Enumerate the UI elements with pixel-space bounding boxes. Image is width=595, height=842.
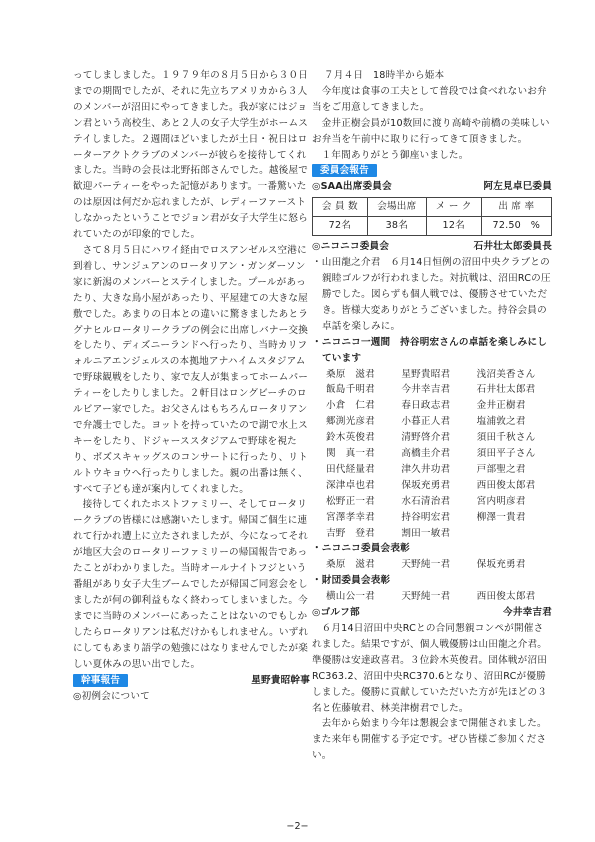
meeting-paragraph: 今年度は食事の工夫として普段では食べれないお弁当をご用意してきました。 bbox=[312, 85, 547, 113]
zaidan-heading: ・財団委員会表彰 bbox=[312, 575, 391, 587]
niko-award-names bbox=[312, 557, 552, 573]
attendance-header-row bbox=[313, 198, 552, 217]
name-item: 柳澤一貴君 bbox=[476, 511, 526, 523]
golf-paragraph: 去年から始まり今年は懇親会まで開催されました。また来年も開催する予定です。ぜひ皆様ご参加ください。 bbox=[312, 718, 547, 762]
name-item: 持谷明宏君 bbox=[401, 511, 451, 523]
name-item: 小暮正人君 bbox=[401, 416, 451, 428]
attendance-value-row bbox=[313, 217, 552, 236]
name-item: 金井正樹君 bbox=[476, 400, 526, 412]
name-item: 星野貴昭君 bbox=[401, 368, 451, 380]
kanji-report-header bbox=[73, 673, 310, 689]
left-column bbox=[73, 68, 310, 705]
name-item: 吉野 登君 bbox=[326, 527, 375, 539]
meeting-paragraph: 金井正樹会員が10数回に渡り高崎や前橋の美味しいお弁当を午前中に取りに行ってきて頂きました。 bbox=[312, 117, 550, 145]
name-item: 天野純一君 bbox=[401, 591, 451, 603]
committee-report-tag: 委員会報告 bbox=[312, 164, 377, 177]
kanji-person: 星野貴昭幹事 bbox=[251, 675, 310, 687]
weekly-names-list bbox=[312, 367, 552, 542]
golf-person: 今井幸吉君 bbox=[503, 607, 552, 619]
name-item: 深津卓也君 bbox=[326, 479, 375, 491]
name-item: 石井壮太郎君 bbox=[476, 384, 536, 396]
name-item: 桑原 滋君 bbox=[326, 368, 375, 380]
meeting-paragraph: １年間ありがとう御座いました。 bbox=[321, 149, 469, 161]
attendance-value-cell: 12名 bbox=[426, 217, 481, 236]
body-paragraph: 接待してくれたホストファミリー、そしてロータリークラブの皆様には感謝いたします。帰国ご個生に連れて行かれ遭上に立たされましたが、今になってそれが地区大会のロータリーファミリーの帰国報告であったことがわかりました。当時オールナイトフジという番組があり女子大生ブームでしたが帰国ご同窓会をしましたが何の御利益もなく終わってしまいました。今までに当時のメンバーにあったことはないのでもしかしたらロータリアンは私だけかもしれません。いずれにしてもあまり語学の勉強にはなりませんでしたが楽しい夏休みの思い出でした。 bbox=[73, 499, 309, 670]
name-item: 宮内明彦君 bbox=[476, 495, 526, 507]
name-item: 保坂充勇君 bbox=[476, 559, 526, 571]
name-item: 清野啓介君 bbox=[401, 432, 451, 444]
name-item: 須田千秋さん bbox=[476, 432, 536, 444]
golf-paragraph: ６月14日沼田中央RCとの合同懇親コンペが開催されました。結果ですが、個人戦優勝は山田龍之介君。準優勝は安達政喜君。３位鈴木英俊君。団体戦が沼田RC363.2、沼田中央RC370.6となり、沼田RCが優勝しました。優勝に貢献していただいた方が先ほどの３名と佐藤敏君、林美津樹君でした。 bbox=[312, 623, 548, 714]
attendance-header-cell: メ ー ク bbox=[426, 198, 481, 217]
name-item: 塩浦敦之君 bbox=[476, 416, 526, 428]
niko-person: 石井壮太郎委員長 bbox=[473, 241, 552, 253]
name-item: 割田一敏君 bbox=[401, 527, 451, 539]
golf-title: ◎ゴルフ部 bbox=[312, 607, 360, 619]
first-meeting-heading: ◎初例会について bbox=[73, 691, 150, 703]
name-item: 桑原 滋君 bbox=[326, 559, 375, 571]
name-item: 津久井功君 bbox=[401, 463, 451, 475]
name-item: 須田平子さん bbox=[476, 448, 536, 460]
attendance-header-cell: 会場出席 bbox=[367, 198, 426, 217]
saa-person: 阿左見卓巳委員 bbox=[483, 181, 552, 193]
name-item: 鈴木英俊君 bbox=[326, 432, 375, 444]
name-item: 西田俊太郎君 bbox=[476, 591, 536, 603]
saa-title: ◎SAA出席委員会 bbox=[312, 181, 392, 193]
name-item: 横山公一君 bbox=[326, 591, 375, 603]
attendance-header-cell: 会 員 数 bbox=[313, 198, 368, 217]
attendance-value-cell: 38名 bbox=[367, 217, 426, 236]
name-item: 春日政志君 bbox=[401, 400, 451, 412]
name-item: 高橋圭介君 bbox=[401, 448, 451, 460]
name-item: 関 真一君 bbox=[326, 448, 375, 460]
name-item: 今井幸吉君 bbox=[401, 384, 451, 396]
niko-heading bbox=[312, 239, 552, 255]
page-number: −2− bbox=[286, 821, 309, 832]
attendance-header-cell: 出 席 率 bbox=[481, 198, 551, 217]
name-item: 郷渕光彦君 bbox=[326, 416, 375, 428]
name-item: 浅沼美香さん bbox=[476, 368, 536, 380]
attendance-value-cell: 72.50 % bbox=[481, 217, 551, 236]
name-item: 保坂充勇君 bbox=[401, 479, 451, 491]
name-item: 小倉 仁君 bbox=[326, 400, 375, 412]
name-item: 飯島千明君 bbox=[326, 384, 375, 396]
body-paragraph: さて８月５日にハワイ経由でロスアンゼルス空港に到着し、サンジュアンのロータリアン・ガンダーソン家に新潟のメンバーとステイしました。プールがあったり、大きな鳥小屋があったり、平屋建ての大きな屋敷でした。あまりの日本との違いに驚きましたあとラグナヒルロータリークラブの例会に出席しバナー交換をしたり、ディズニーランドへ行ったり、当時カリフォルニアエンジェルスの本拠地アナハイムスタジアムで野球観戦をしたり、家で友人が集まってホームパーティーをしたりしました。２軒目はロングビーチのロルビアー家でした。お父さんはもちろんロータリアンで弁護士でした。ヨットを持っていたので湖で水上スキーをしたり、ドジャーススタジアムで野球を視たり、ボズスキャッグスのコンサートに行ったり、リトルトウキョウへ行ったりしました。親の出番は無く、すべて子ども達が案内してくれました。 bbox=[73, 244, 309, 495]
kanji-report-tag: 幹事報告 bbox=[73, 674, 128, 687]
name-item: 天野純一君 bbox=[401, 559, 451, 571]
attendance-table bbox=[312, 197, 552, 236]
weekly-heading: ・ニコニコ一週間 持谷明宏さんの卓話を楽しみにしています bbox=[312, 336, 548, 364]
committee-report-header bbox=[312, 163, 552, 179]
name-item: 田代経量君 bbox=[326, 463, 375, 475]
name-item: 戸部聖之君 bbox=[476, 463, 526, 475]
saa-heading bbox=[312, 179, 552, 195]
name-item: 松野正一君 bbox=[326, 495, 375, 507]
right-column bbox=[312, 68, 552, 764]
name-item: 西田俊太郎君 bbox=[476, 479, 536, 491]
name-item: 宮澤孝幸君 bbox=[326, 511, 375, 523]
niko-title: ◎ニコニコ委員会 bbox=[312, 241, 390, 253]
niko-paragraph: ・山田龍之介君 ６月14日恒例の沼田中央クラブとの親睦ゴルフが行われました。対抗戦は、沼田RCの圧勝でした。図らずも個人戦では、優勝させていただき。皆様大変ありがとうございました。持谷会員の卓話を楽しみに。 bbox=[312, 257, 551, 332]
zaidan-names bbox=[312, 589, 552, 605]
name-item: 水石清治君 bbox=[401, 495, 451, 507]
body-paragraph: ってしましました。１９７９年の８月５日から３０日までの期間でしたが、それに先立ちアメリカから３人のメンバーが沼田にやってきました。我が家にはジョン君という高校生、あと２人の女子大学生がホームステイしました。２週間ほどいましたが土日・祝日はローターアクトクラブのメンバーが彼らを接待してくれました。当時の会長は北野拓郎さんでした。越後屋で歓迎パーティーをやった記憶があります。一番驚いたのは原因は何だか忘れましたが、レディーファーストしなかったということでジョン君が女子大学生に怒られていたのが印象的でした。 bbox=[73, 70, 309, 241]
niko-award-heading: ・ニコニコ委員会表彰 bbox=[312, 543, 410, 555]
attendance-value-cell: 72名 bbox=[313, 217, 368, 236]
golf-heading bbox=[312, 605, 552, 621]
name-item bbox=[477, 526, 552, 542]
meeting-date: ７月４日 18時半から姫本 bbox=[324, 70, 445, 81]
